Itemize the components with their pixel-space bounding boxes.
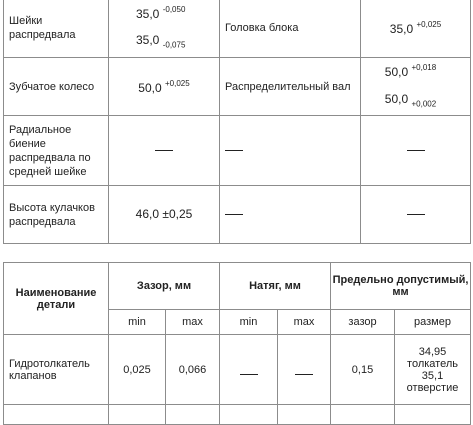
location-size-value	[385, 62, 436, 79]
location-size-value	[390, 22, 441, 36]
location-size-value	[385, 92, 436, 111]
subheader-min: min	[220, 310, 278, 335]
header-label: Зазор, мм	[136, 280, 192, 292]
nominal: 50,0	[384, 64, 409, 79]
clearance-table	[3, 262, 471, 425]
dash-mark	[155, 150, 173, 151]
interference-max-cell	[278, 335, 331, 405]
part-name-cell	[4, 0, 109, 58]
empty-cell	[109, 405, 166, 425]
subheader-max: max	[166, 310, 220, 335]
size-cell	[109, 186, 220, 244]
nominal: 50,0	[384, 92, 409, 107]
nominal: 35,0	[136, 7, 160, 21]
table-row	[4, 0, 471, 58]
empty-cell	[4, 405, 109, 425]
limit-size-line: толкатель	[407, 357, 458, 370]
subheader-size: размер	[395, 310, 471, 335]
dash-mark	[407, 150, 425, 151]
empty-cell	[166, 405, 220, 425]
limit-size-line: 35,1	[421, 369, 444, 382]
nominal: 35,0	[389, 22, 414, 36]
lower-deviation: +0,002	[411, 99, 437, 109]
size-value: 46,0 ±0,25	[135, 207, 193, 221]
location-name: Распределительный вал	[225, 80, 351, 93]
empty-cell	[395, 405, 471, 425]
table-row	[4, 335, 471, 405]
header-limit	[331, 263, 471, 310]
subheader-gap: зазор	[331, 310, 395, 335]
part-name-cell	[4, 58, 109, 116]
location-size-cell	[361, 0, 471, 58]
part-name: Зубчатое колесо	[9, 80, 95, 93]
limit-size-cell	[395, 335, 471, 405]
dimensions-table	[3, 0, 471, 244]
dash-mark	[225, 214, 243, 215]
interference-min-cell	[220, 335, 278, 405]
size-value	[138, 78, 190, 95]
header-label: Наименование детали	[15, 286, 97, 311]
location-cell	[220, 58, 361, 116]
subheader-max: max	[278, 310, 331, 335]
location-cell	[220, 0, 361, 58]
part-name: Радиальное биение распредвала по средней шейке	[9, 123, 91, 178]
empty-cell	[331, 405, 395, 425]
upper-deviation: +0,025	[416, 20, 442, 29]
location-name: Головка блока	[225, 22, 299, 34]
header-clearance	[109, 263, 220, 310]
clearance-min-cell: 0,025	[109, 335, 166, 405]
header-label: Натяг, мм	[249, 280, 301, 292]
size-value	[136, 4, 214, 21]
dash-mark	[240, 374, 258, 375]
empty-cell	[278, 405, 331, 425]
upper-deviation: +0,018	[411, 62, 437, 72]
subheader-min: min	[109, 310, 166, 335]
lower-deviation: -0,075	[162, 40, 186, 49]
header-row	[4, 263, 471, 310]
part-name-cell	[4, 335, 109, 405]
part-name: Высота кулачков распредвала	[9, 201, 95, 228]
dash-mark	[407, 214, 425, 215]
nominal: 35,0	[136, 32, 160, 47]
dash-mark	[225, 150, 243, 151]
part-name-cell	[4, 116, 109, 186]
location-cell	[220, 186, 361, 244]
table-row	[4, 405, 471, 425]
table-row	[4, 58, 471, 116]
empty-cell	[220, 405, 278, 425]
part-name-cell	[4, 186, 109, 244]
part-name: Гидротолкатель клапанов	[9, 357, 90, 382]
limit-gap-cell: 0,15	[331, 335, 395, 405]
upper-deviation: +0,025	[165, 78, 190, 88]
size-cell	[109, 0, 220, 58]
limit-size-line: 34,95	[418, 345, 447, 358]
limit-size-line: отверстие	[406, 381, 459, 394]
header-label: Предельно допустимый, мм	[332, 274, 469, 298]
header-interference	[220, 263, 331, 310]
size-value	[136, 33, 214, 52]
part-name: Шейки распредвала	[9, 15, 76, 41]
nominal: 50,0	[138, 80, 162, 95]
table-row	[4, 186, 471, 244]
upper-deviation: -0,050	[162, 5, 186, 14]
size-cell	[109, 58, 220, 116]
header-name	[4, 263, 109, 335]
location-size-cell	[361, 116, 471, 186]
clearance-max-cell: 0,066	[166, 335, 220, 405]
location-size-cell	[361, 58, 471, 116]
size-cell	[109, 116, 220, 186]
table-row	[4, 116, 471, 186]
location-size-cell	[361, 186, 471, 244]
location-cell	[220, 116, 361, 186]
dash-mark	[295, 374, 313, 375]
